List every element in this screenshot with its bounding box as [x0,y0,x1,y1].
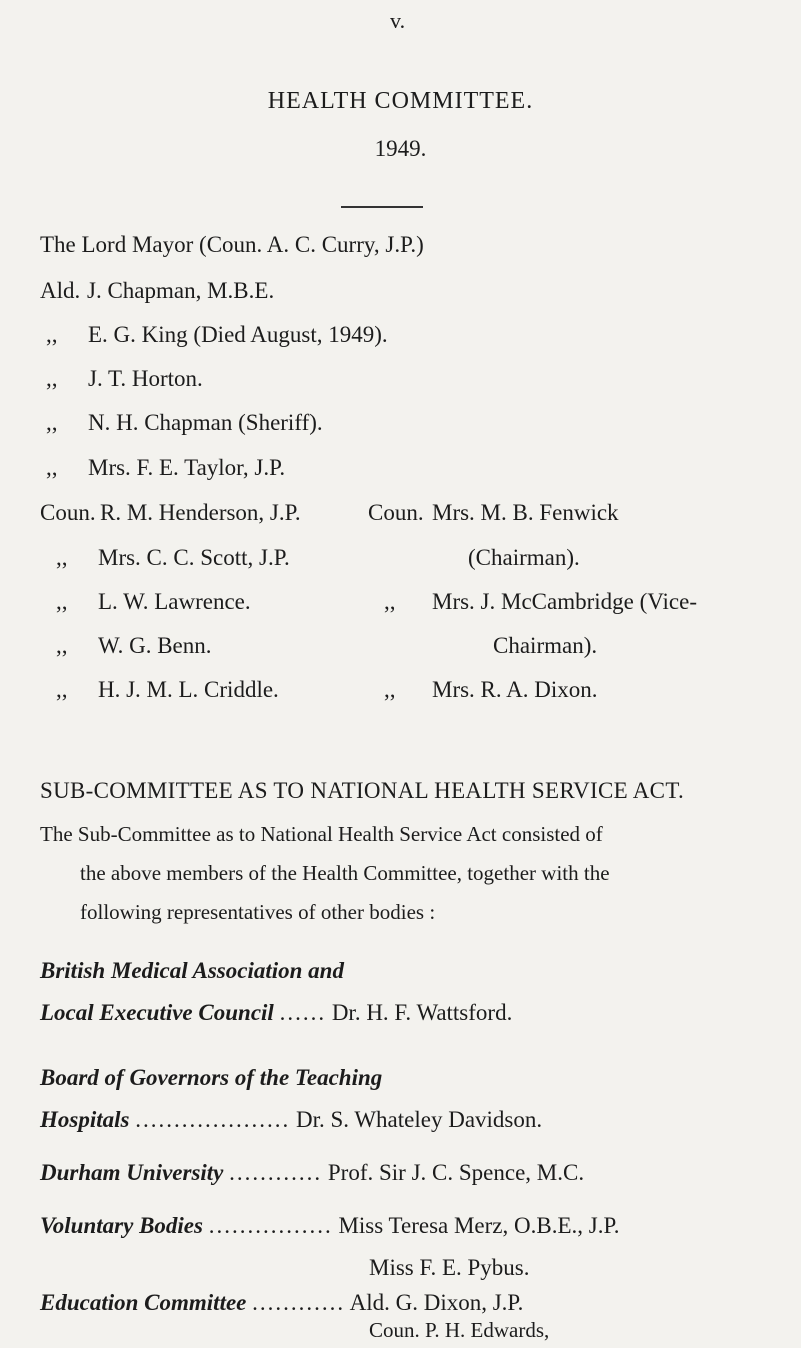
ditto-mark: ,, [46,410,58,435]
line-prefix: Coun. [40,500,96,525]
body-name: Education Committee [40,1290,247,1315]
member-name: E. G. King (Died August, 1949). [88,322,388,347]
leader-dots: ................ [208,1213,333,1238]
councillor-line [56,633,212,659]
ditto-mark: ,, [56,633,68,658]
body-name: Board of Governors of the Teaching [40,1065,383,1090]
representative-line [40,1107,542,1133]
sub-committee-heading: SUB-COMMITTEE AS TO NATIONAL HEALTH SERVICE ACT. [40,778,685,803]
councillor-line [384,677,598,703]
page-title: HEALTH COMMITTEE. [267,88,534,114]
body-name: Durham University [40,1160,224,1185]
member-name: Mrs. M. B. Fenwick [432,500,619,525]
leader-dots: .................... [135,1107,291,1132]
member-name: J. Chapman, M.B.E. [87,278,275,303]
representative-line [40,1213,619,1239]
representative-name: Dr. H. F. Wattsford. [331,1000,513,1025]
councillor-line [384,589,697,615]
body-name: Voluntary Bodies [40,1213,203,1238]
ditto-mark: ,, [384,589,396,614]
ditto-mark: ,, [46,366,58,391]
representative-name: Dr. S. Whateley Davidson. [295,1107,543,1132]
intro-line-2: the above members of the Health Committee, together with the [80,861,610,885]
intro-line-3: following representatives of other bodies : [80,900,436,924]
divider-rule [341,206,423,208]
councillor-line [368,500,619,526]
representative-name: Ald. G. Dixon, J.P. [349,1290,524,1315]
member-name: R. M. Henderson, J.P. [100,500,301,525]
intro-line-1: The Sub-Committee as to National Health Service Act consisted of [40,822,603,846]
line-prefix: Ald. [40,278,81,303]
lord-mayor-line: The Lord Mayor (Coun. A. C. Curry, J.P.) [40,232,424,257]
representative-name: Miss F. E. Pybus. [369,1255,530,1280]
ditto-mark: ,, [56,545,68,570]
leader-dots: ...... [279,1000,327,1025]
member-name: J. T. Horton. [88,366,203,391]
leader-dots: ............ [229,1160,323,1185]
representative-line [40,1290,523,1316]
line-prefix: Coun. [368,500,424,525]
page-number: v. [390,8,406,33]
councillor-line [56,589,251,615]
representative-name: Prof. Sir J. C. Spence, M.C. [327,1160,585,1185]
member-name: H. J. M. L. Criddle. [98,677,279,702]
ditto-mark: ,, [46,455,58,480]
member-name: Mrs. F. E. Taylor, J.P. [88,455,286,480]
leader-dots: ............ [252,1290,346,1315]
alderman-line [40,278,274,304]
member-name: Mrs. R. A. Dixon. [432,677,598,702]
body-name: Hospitals [40,1107,130,1132]
councillor-line: Chairman). [493,633,598,658]
alderman-line [46,455,285,481]
alderman-line [46,322,388,348]
alderman-line [46,410,323,436]
member-name: Mrs. J. McCambridge (Vice- [432,589,697,614]
representative-line [40,1000,512,1026]
councillor-line [40,500,301,526]
body-name: Local Executive Council [40,1000,274,1025]
representative-name: Coun. P. H. Edwards, [369,1318,550,1342]
representative-name: Miss Teresa Merz, O.B.E., J.P. [338,1213,620,1238]
year: 1949. [374,136,427,161]
councillor-line [56,545,290,571]
councillor-line: (Chairman). [468,545,580,570]
body-name: British Medical Association and [40,958,344,983]
member-name: W. G. Benn. [98,633,212,658]
ditto-mark: ,, [56,677,68,702]
member-name: L. W. Lawrence. [98,589,251,614]
alderman-line [46,366,203,392]
councillor-line [56,677,279,703]
ditto-mark: ,, [46,322,58,347]
representative-line [40,1160,584,1186]
ditto-mark: ,, [384,677,396,702]
member-name: N. H. Chapman (Sheriff). [88,410,323,435]
member-name: Mrs. C. C. Scott, J.P. [98,545,290,570]
ditto-mark: ,, [56,589,68,614]
